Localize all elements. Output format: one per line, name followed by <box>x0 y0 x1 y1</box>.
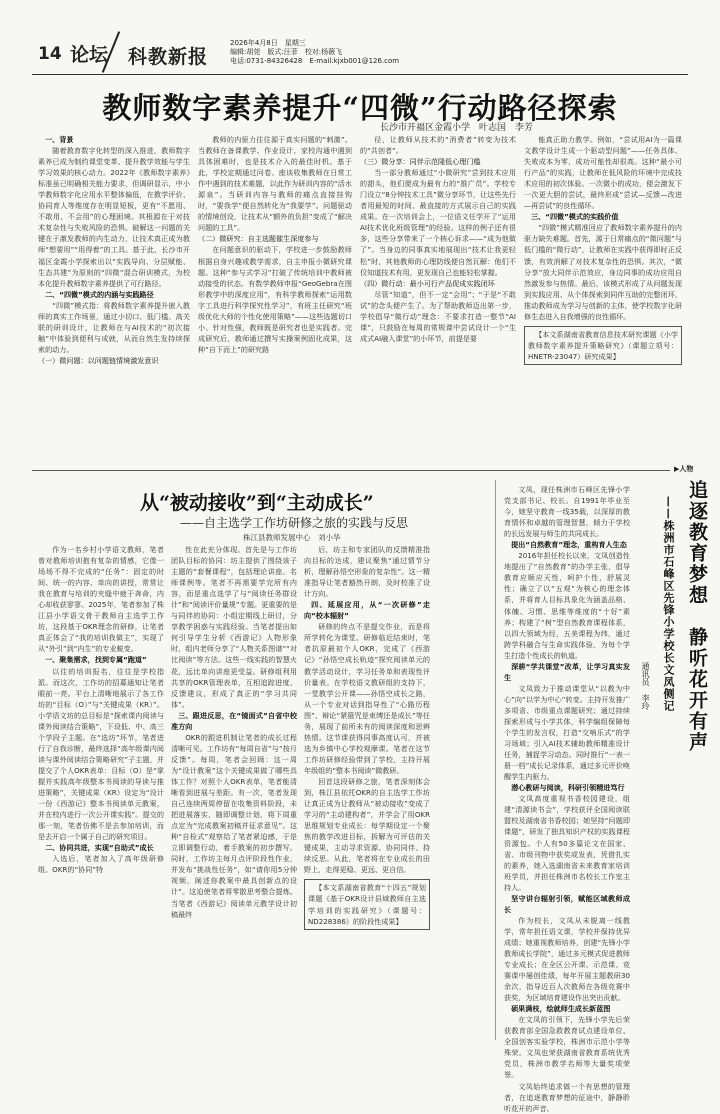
column-separator <box>495 480 496 1040</box>
page-header <box>0 0 720 72</box>
article2-column-1 <box>38 544 164 1054</box>
paragraph: 文凤，现任株洲市石峰区先锋小学党支部书记、校长。自1991年毕业至今，她坚守教育一线35载，以深厚的教育情怀和卓越的管理智慧，倾力于学校的长远发展与师生的共同成长。 <box>504 485 630 539</box>
paragraph: 教师的内驱力往往源于真实问题的“刺激”。当教师在备课教学、作业设计、家校沟通中遇到具体困难时，也是技术介入的最佳时机。基于此，学校定期通过问卷、座谈收集教师在日常工作中遇到的技术难题，以此作为研训内容的“活水源泉”。当研训内容与教师的痛点直接挂钩时，“要我学”便自然转化为“我要学”。问题驱动的情境创设，让技术从“额外的负担”变成了“解决问题的工具”。 <box>198 135 352 233</box>
paragraph: “四微”模式指：将教师数字素养提升嵌入教师的真实工作场景，通过小切口、低门槛、高关联的研训设计，让教师在与AI技术的“初次接触”中体验到便利与成就，从而自然生发持续探索的动力。 <box>38 300 190 354</box>
section-heading: 潜心教研与阅读，科研引领精进笃行 <box>511 783 625 793</box>
article3-body <box>504 484 630 1113</box>
paragraph: 研修的终点不是提交作业，而是将所学转化为课堂。研修临近结束时，笔者抗原最初个人OKR，完成了《西游记》“孙悟空成长轨迹”探究阅读单元的教学活动设计，学习任务单和表现性评价量表。在学校语文教研组的支持下，一堂教学公开课——孙悟空成长之路，从一个专业对话到指导性了“心路历程图”、辩论“紧箍咒是束缚还是成长”等任务，展现了前所未有的阅读深度和思辨热情。这节课获得同事高度认可，并被选为乡镇中心学校观摩课。笔者在这节工作坊研修经验带到了学校，主持开展年级组的“整本书阅读”微教研。 <box>304 622 430 775</box>
section-heading: 深耕“学共课堂”改革，让学习真实发生 <box>504 661 630 682</box>
article2-byline: 株江县教师发展中心 刘小华 <box>243 533 341 542</box>
paragraph: 文凤致力于推动课堂从“以教为中心”向“以学为中心”转变。主持开发推广多项省、市级重点课题研究；通过持续探索形成与小学共体，科学编组保障每个学生的发言权，打造“交响乐式”的学习场域；引入AI技术辅助教师精准设计任务，捕捉学习动态。同时推行“一表一册一档”成长记录体系，通过多元评价唤醒学生内驱力。 <box>504 683 630 782</box>
paragraph: 能真正助力教学。例如，“尝试用AI为一篇课文教学设计生成一个驱动型问题”——任务具体、失败成本为零，成功可能性却很高。这种“最小可行产品”的实践，让教师在低风险的环境中完成技术应用的初次体验。一次微小的成功，便会激发下一次更大胆的尝试，最终形成“尝试—反馈—改进—再尝试”的良性循环。 <box>524 135 682 211</box>
paragraph: 性在此充分体现。首先是与工作坊团队目标的协同：坊主提供了围绕该子主题的“套餐课程”，包括理论讲座、名师课例等。笔者不再需要学完所有内容，而是重点选学了与“阅读任务群设计”和“阅读评价量规”专题。更重要的是与同伴的协同：小组定期线上研讨，分享教学困惑与实践经验。当笔者提出如何引导学生分析《西游记》人物形象时，组内老师分享了“人物关系图谱”“对比阅读”等方法。这些一线实践的智慧火花，远比单向讲座更受益。研修组利用共享的OKR管理表单，互相追踪进度、反馈建议，形成了真正的“学习共同体”。 <box>171 545 297 709</box>
header-contact: 电话:0731-84326428 E-mail:kjxb001@126.com <box>230 57 400 65</box>
section-heading: 四、延展应用，从“一次研修”走向“校本辐射” <box>304 600 430 621</box>
section-heading: 坚守讲台辐射引领，赋能区域教师成长 <box>504 893 630 914</box>
paragraph: 回首这段研修之旅，笔者深刻体会到，株江县依托OKR的自主选学工作坊让真正成为让教师从“被动接收”变成了学习的“主动建构者”，并学会了用OKR思维规划专业成长：每学期设定一个聚焦的教学改进目标，拆解为可评估的关键成果，主动寻求资源、协同同伴、持续反思。从此，笔者将在专业成长的田野上，走得更稳、更远、更自信。 <box>304 776 430 875</box>
section-heading: 三、跟进反思，在“镜面式”自省中校准方向 <box>171 710 297 731</box>
article1-column-1 <box>38 134 190 464</box>
section-tag-people: ▶人物 <box>674 465 694 473</box>
paragraph: 随着教育数字化转型的深入推进，教师数字素养已成为制约课堂变革、提升教学效能与学生学习效果的核心动力。2022年《教师数字素养》标准虽已明确相关能力要求，但调研显示，中小学教师数字化应用水平整体偏低，在教学评价、协同育人等维度存在明显短板，更有“不愿用、不敢用、不会用”的心理困境。其根源在于对技术复杂性与失败风险的恐惧。破解这一问题的关键在于激发教师的内生动力，让技术真正成为教师“想要用”“用得着”的工具。基于此，长沙市开福区金霞小学探索出以“实践导向、分层赋能、生态共建”为原则的“四微”混合研训模式，为校本化提升教师数字素养提供了可行路径。 <box>38 146 190 288</box>
page-number: 14 <box>38 44 62 64</box>
project-note: 【本文系湖南省教育“十四五”规划课题《基于OKR设计县域教师自主选学培训的实践研究》（课题号：ND228386）的阶段性成果】 <box>304 879 430 929</box>
section-heading: 三、“四微”模式的实践价值 <box>531 212 619 222</box>
article2-column-3 <box>304 544 430 1054</box>
paragraph: “四微”模式精准回应了教师数字素养提升的内驱力缺失难题。首先，源于日常痛点的“微问题”与低门槛的“微行动”，让教师在实践中获得即时正反馈，有效消解了对技术复杂性的恐惧。其次，“微分享”放大同伴示范效应，身边同事的成功应用自然激发参与热情。最后，该模式形成了从问题发现到实践应用、从个体探索到同伴互助的完整闭环，推动教师成为学习与创新的主体，使学校数字化研修生态进入自我增强的良性循环。 <box>524 223 682 321</box>
paragraph: 文凤始终追求做一个有思想的管理者，在追逐教育梦想的征途中，静静聆听花开的声音。 <box>504 1081 630 1113</box>
article3-subtitle: ——株洲市石峰区先锋小学校长文凤侧记 <box>662 496 675 712</box>
header-meta <box>230 39 399 66</box>
article2-title: 从“被动接收”到“主动成长” <box>140 492 374 514</box>
project-note: 【本文系湖南省教育信息技术研究课题《小学教师数字素养提升策略研究》（课题立项号：HNETR-23047）研究成果】 <box>524 326 682 365</box>
section-heading: 二、协同共进，实现“自助式”成长 <box>45 843 154 853</box>
section-name: 科教新报 <box>128 46 209 68</box>
section-divider <box>32 470 670 471</box>
article1-column-2 <box>198 134 352 464</box>
header-rule <box>32 74 688 75</box>
subsection-heading: （三）微分享：同伴示范隆低心理门槛 <box>360 157 481 167</box>
article1-column-4 <box>524 134 682 464</box>
section-heading: 硕果满枝，绘就师生成长新蓝图 <box>511 1004 611 1014</box>
paragraph: 后，坊主和专家团队的反馈精准指向目标的达成，建议聚焦“通过情节分析，理解孙悟空形象的复杂性”。这一精准指导让笔者豁然开朗，及时校准了设计方向。 <box>304 545 430 599</box>
section-prefix: 论坛 <box>70 44 109 66</box>
paragraph: 作为一名乡村小学语文教师，笔者曾对教师培训抱有复杂的情感，它像一场场不得不完成的“任务”：固定的时间、统一的内容、单向的讲授，常常让我在教育与培训的夹缝中疲于奔命，内心却收获寥寥。2025年，笔者参加了株江县小学语文骨干教师自主选学工作坊，这段基于OKR理念的研修，让笔者真正体会了“我的培训我做主”，实现了从“外引”到“内生”的专业蜕变。 <box>38 545 164 654</box>
paragraph: 在文凤的引领下，先锋小学先后荣获教育部全国急救教育试点建设单位、全国创客实验学校，株洲市示范小学等殊荣。文凤也荣获湖南省教育系统优秀党员，株洲市教学名师等大量奖项荣誉。 <box>504 1015 630 1080</box>
paragraph: 入选后，笔者加入了高年级研修组。OKR的“协同”特 <box>38 854 164 875</box>
section-heading: 提出“自然教育”理念，重构育人生态 <box>511 540 627 550</box>
article1-column-3 <box>360 134 516 464</box>
article3-byline: 通讯员 李玲 <box>641 662 650 710</box>
article1-title: 教师数字素养提升“四微”行动路径探索 <box>102 91 618 125</box>
paragraph: 在问题意识的驱动下，学校进一步鼓励教师根据自身兴趣或教学需求，自主申报小微研究课题。这种“参与式学习”打破了传统培训中教师被动接受的状态。有数学教师申报“GeoGebra在图形教学中的深度应用”，有科学教师探索“运用数字工具进行科学探究性学习”，有班主任研究“班级优化大师的个性化使用策略”——这些选题切口小、针对性强，教师既是研究者也是实践者。完成研究后，教师通过撰写实操案例固化成果，这种“自下而上”的研究路 <box>198 245 352 354</box>
paragraph: OKR的跟进机制让笔者的成长过程清晰可见。工作坊有“每周自省”与“按月反馈”。每周，笔者会回顾：这一周为“设计教案”这个关键成果做了哪些具体工作？对照个人OKR表单，笔者能清晰看到进展与差距。有一次，笔者发现自己连续两周停留在收集资料阶段，未把进展落实，随即调整计划，将下周重点定为“完成教案初稿并征求意见”。这种“自检式”观察给了笔者紧迫感，于是立即调整行动，着手教案的初步撰写。同时，工作坊主每月点评阶段性作业，并发布“挑战性任务”，如“请你用5分钟视频，阐述你教案中最具创新点的设计”。这迫使笔者将零散思考整合提炼。当笔者《西游记》阅读单元教学设计初稿最终 <box>171 732 297 919</box>
paragraph: 2016年担任校长以来，文凤创造性地提出了“自然教育”的办学主张，倡导教育应顺应天性，呵护个性，舒展灵性；确立了以“五观”为核心的理念体系，并将育人目标具象化为涵盖品格、体魄、习惯、思维等维度的“十好”素养；构建了“树”型自然教育课程体系，以四大领域为经，五美课程为纬，通过跨学科融合与生命实践体验，为每个学生打造个性成长的轨道。 <box>504 551 630 660</box>
paragraph: 作为校长，文凤从未脱离一线教学，常年担任语文课，学校并保持优异成绩；她重视教师培养，创建“先锋小学教师成长学院”，通过多元模式促进教师专业成长；在全区公开课、示范课、竞赛课中屡创佳绩，每年开展主题教研30余次，指导近百人次教师在各级竞赛中获奖，为区域培育建设作出突出贡献。 <box>504 915 630 1003</box>
paragraph: 尽管“知道”，但不一定“会用”；“于是“不敢试”的念头便产生了。为了帮助教师迈出第一步，学校倡导“微行动”理念：不要求打造一整节“AI课”，只鼓励在每周的常规课中尝试设计一个“生成式AI融入课堂”的小环节，前提是要 <box>360 289 516 343</box>
article1-byline: 长沙市开福区金霞小学 叶志国 李芳 <box>380 123 534 133</box>
subsection-heading: （二）微研究：自主选题催生深度参与 <box>198 234 319 244</box>
section-heading: 一、聚集需求，找到专属“跑道” <box>45 655 147 665</box>
paragraph: 径，让教师从技术的“消费者”转变为技术的“共创者”。 <box>360 135 516 156</box>
article2-subtitle: ——自主选学工作坊研修之旅的实践与反思 <box>180 516 409 530</box>
article2-column-2 <box>171 544 297 1054</box>
paragraph: 文凤高度重视书香校园建设，组建“清源读书会”，学校获评全国阅读联盟校及湖南省书香校园；她坚持“问题即课题”，研发了独具知识产权的实践课程资源包。个人有50多篇论文在国家、省、市级刊物中获奖或发表，凭借扎实的素养，她入选湖南省未来教育家培训班学员，并担任株洲市名校长工作室主持人。 <box>504 794 630 892</box>
header-editors: 编辑:胡莞 版式:汪菲 校对:杨薇飞 <box>230 48 343 56</box>
subsection-heading: （四）微行动：最小可行产品促成实践闭环 <box>360 278 495 288</box>
paragraph: 以往的培训报名，往往是学校指派。而这次，工作坊的招募通知让笔者眼前一亮。平台上清晰地展示了各工作坊的“目标（O）”与“关键成果（KR）”。小学语文坊的总目标是“探索课内阅读与课外阅读结合策略”，下设低、中、高三个学段子主题。在“选坊”环节，笔者进行了自我诊断，最终选择“高年级课内阅读与课外阅读结合策略研究”子主题，并提交了个人OKR表单：目标（O）是“掌握并实践高年级整本书阅读的导读与推进策略”，关键成果（KR）设定为“设计一份《西游记》整本书阅读单元教案，并在校内进行一次公开课实践”。提交的那一刻，笔者仿佛不是去参加培训，而是去开启一个属于自己的研究项目。 <box>38 666 164 842</box>
subsection-heading: （一）微问题：以问题链情境激发意识 <box>38 355 159 365</box>
section-heading: 一、背景 <box>45 135 74 144</box>
paragraph: 当一部分教师通过“小微研究”尝到技术应用的甜头，他们便成为最有力的“推广员”。学校专门设立“8分钟技术工具”微分享环节，让这些先行者用最短的时间、最直接的方式展示自己的实践成果。在一次培训会上，一位语文任学开了“运用AI技术优化班级管理”的经验。这样的例子还有很多，这些分享带来了一个核心诉求——“成为他做了”。当身边的同事真实地展现出“技术让我更轻松”时，其他教师的心理防线便自然瓦解：他们不仅知道技术有用，更发现自己也能轻松掌握。 <box>360 168 516 277</box>
header-date: 2026年4月8日 星期三 <box>230 39 306 47</box>
section-heading: 二、“四微”模式的内涵与实践路径 <box>45 289 154 299</box>
article3-title: 追逐教育梦想 静听花开有声 <box>686 480 708 753</box>
